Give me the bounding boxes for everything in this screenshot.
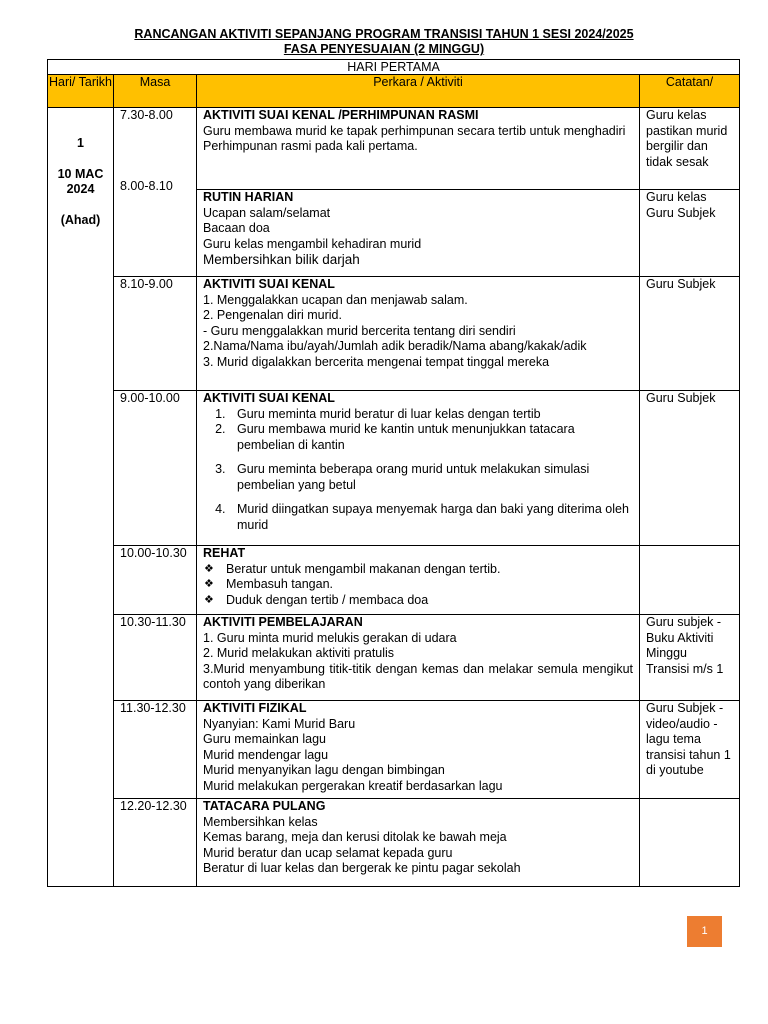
page-number: 1 <box>687 916 722 947</box>
catatan-cell: Guru subjek -Buku Aktiviti Minggu Transisi m/s 1 <box>640 615 740 701</box>
activity-title: AKTIVITI SUAI KENAL /PERHIMPUNAN RASMI <box>203 108 479 122</box>
list-item: 4. Murid diingatkan supaya menyemak harga dan baki yang diterima oleh murid <box>229 502 633 533</box>
activity-line: Ucapan salam/selamat <box>203 205 331 220</box>
activity-line: Kemas barang, meja dan kerusi ditolak ke bawah meja <box>203 830 507 844</box>
catatan-cell: Guru kelas Guru Subjek <box>640 190 740 277</box>
activity-cell <box>197 190 640 277</box>
activity-line: 2. Murid melakukan aktiviti pratulis <box>203 646 395 660</box>
list-item: ❖ Membasuh tangan. <box>204 577 334 591</box>
day-date-line1: 10 MAC <box>57 166 104 181</box>
header-hari-tarikh: Hari/ Tarikh <box>48 75 114 108</box>
activity-line: 1. Guru minta murid melukis gerakan di udara <box>203 630 457 645</box>
activity-line: Murid mendengar lagu <box>203 747 329 762</box>
masa-cell: 10.00-10.30 <box>114 546 197 615</box>
day-name: (Ahad) <box>60 212 101 227</box>
masa-cell <box>114 108 197 277</box>
masa-cell: 10.30-11.30 <box>114 615 197 701</box>
masa-cell: 12.20-12.30 <box>114 799 197 887</box>
table-row <box>48 615 740 701</box>
activity-line: Beratur di luar kelas dan bergerak ke pintu pagar sekolah <box>203 861 521 875</box>
activity-cell <box>197 799 640 887</box>
masa-cell: 9.00-10.00 <box>114 391 197 546</box>
day-date-line2: 2024 <box>66 182 95 196</box>
numbered-list <box>203 407 633 534</box>
header-perkara: Perkara / Aktiviti <box>197 75 640 108</box>
activity-line: Murid menyanyikan lagu dengan bimbingan <box>203 763 445 777</box>
activity-line: Murid beratur dan ucap selamat kepada guru <box>203 845 453 860</box>
activity-cell <box>197 701 640 799</box>
activity-line: Membersihkan bilik darjah <box>203 252 360 267</box>
activity-title: AKTIVITI SUAI KENAL <box>203 277 335 291</box>
table-row <box>48 799 740 887</box>
activity-line: 3.Murid menyambung titik-titik dengan kemas dan melakar semula mengikut contoh yang diberikan <box>203 661 633 691</box>
table-header-row <box>48 75 740 108</box>
masa-cell: 11.30-12.30 <box>114 701 197 799</box>
bullet-list <box>203 562 633 609</box>
activity-line: Guru memainkan lagu <box>203 732 326 746</box>
header-catatan: Catatan/ <box>640 75 740 108</box>
activity-title: RUTIN HARIAN <box>203 190 294 204</box>
catatan-cell: Guru Subjek - video/audio - lagu tema transisi tahun 1 di youtube <box>640 701 740 799</box>
activity-line: Murid melakukan pergerakan kreatif berdasarkan lagu <box>203 778 503 793</box>
activity-cell <box>197 108 640 190</box>
activity-title: TATACARA PULANG <box>203 799 326 813</box>
activity-cell <box>197 615 640 701</box>
activity-line: Membersihkan kelas <box>203 814 318 829</box>
list-item: 1. Guru meminta murid beratur di luar kelas dengan tertib <box>229 407 633 423</box>
diamond-bullet-icon: ❖ <box>204 593 214 606</box>
activity-line: 2.Nama/Nama ibu/ayah/Jumlah adik beradik/Nama abang/kakak/adik <box>203 339 587 353</box>
document-subtitle: FASA PENYESUAIAN (2 MINGGU) <box>283 42 485 56</box>
diamond-bullet-icon: ❖ <box>204 578 214 590</box>
table-row <box>48 701 740 799</box>
activity-line: 2. Pengenalan diri murid. <box>203 308 342 322</box>
catatan-cell: Guru Subjek <box>640 391 740 546</box>
activity-cell <box>197 391 640 546</box>
activity-title: AKTIVITI SUAI KENAL <box>203 391 335 405</box>
activity-line: Nyanyian: Kami Murid Baru <box>203 716 356 731</box>
list-item: ❖ Duduk dengan tertib / membaca doa <box>204 592 429 607</box>
masa-value: 7.30-8.00 <box>120 108 173 122</box>
activity-line: Guru membawa murid ke tapak perhimpunan secara tertib untuk menghadiri Perhimpunan rasmi pada kali pertama. <box>203 123 626 153</box>
activity-cell <box>197 277 640 391</box>
table-row <box>48 391 740 546</box>
activity-line: Bacaan doa <box>203 221 270 235</box>
catatan-cell: Guru Subjek <box>640 277 740 391</box>
list-item: 3. Guru meminta beberapa orang murid untuk melakukan simulasi pembelian yang betul <box>229 462 633 493</box>
activity-cell <box>197 546 640 615</box>
activity-title: AKTIVITI PEMBELAJARAN <box>203 615 363 629</box>
diamond-bullet-icon: ❖ <box>204 562 214 575</box>
header-masa: Masa <box>114 75 197 108</box>
activity-title: AKTIVITI FIZIKAL <box>203 701 307 715</box>
activity-line: - Guru menggalakkan murid bercerita tentang diri sendiri <box>203 323 516 338</box>
hari-pertama-heading: HARI PERTAMA <box>48 60 740 75</box>
catatan-cell <box>640 799 740 887</box>
activity-line: Guru kelas mengambil kehadiran murid <box>203 236 422 251</box>
table-row <box>48 277 740 391</box>
document-title: RANCANGAN AKTIVITI SEPANJANG PROGRAM TRANSISI TAHUN 1 SESI 2024/2025 <box>134 27 634 41</box>
catatan-cell: Guru kelas pastikan murid bergilir dan tidak sesak <box>640 108 740 190</box>
day-number: 1 <box>77 136 84 150</box>
activity-title: REHAT <box>203 546 246 560</box>
catatan-cell <box>640 546 740 615</box>
list-item: ❖ Beratur untuk mengambil makanan dengan tertib. <box>204 561 501 576</box>
activity-line: 3. Murid digalakkan bercerita mengenai tempat tinggal mereka <box>203 354 550 369</box>
activity-line: 1. Menggalakkan ucapan dan menjawab salam. <box>203 292 468 307</box>
list-item: 2. Guru membawa murid ke kantin untuk menunjukkan tatacara pembelian di kantin <box>229 422 633 453</box>
activity-table <box>47 59 740 887</box>
masa-cell: 8.10-9.00 <box>114 277 197 391</box>
table-row <box>48 546 740 615</box>
day-cell <box>48 108 114 887</box>
table-row <box>48 108 740 190</box>
masa-value: 8.00-8.10 <box>120 178 173 193</box>
